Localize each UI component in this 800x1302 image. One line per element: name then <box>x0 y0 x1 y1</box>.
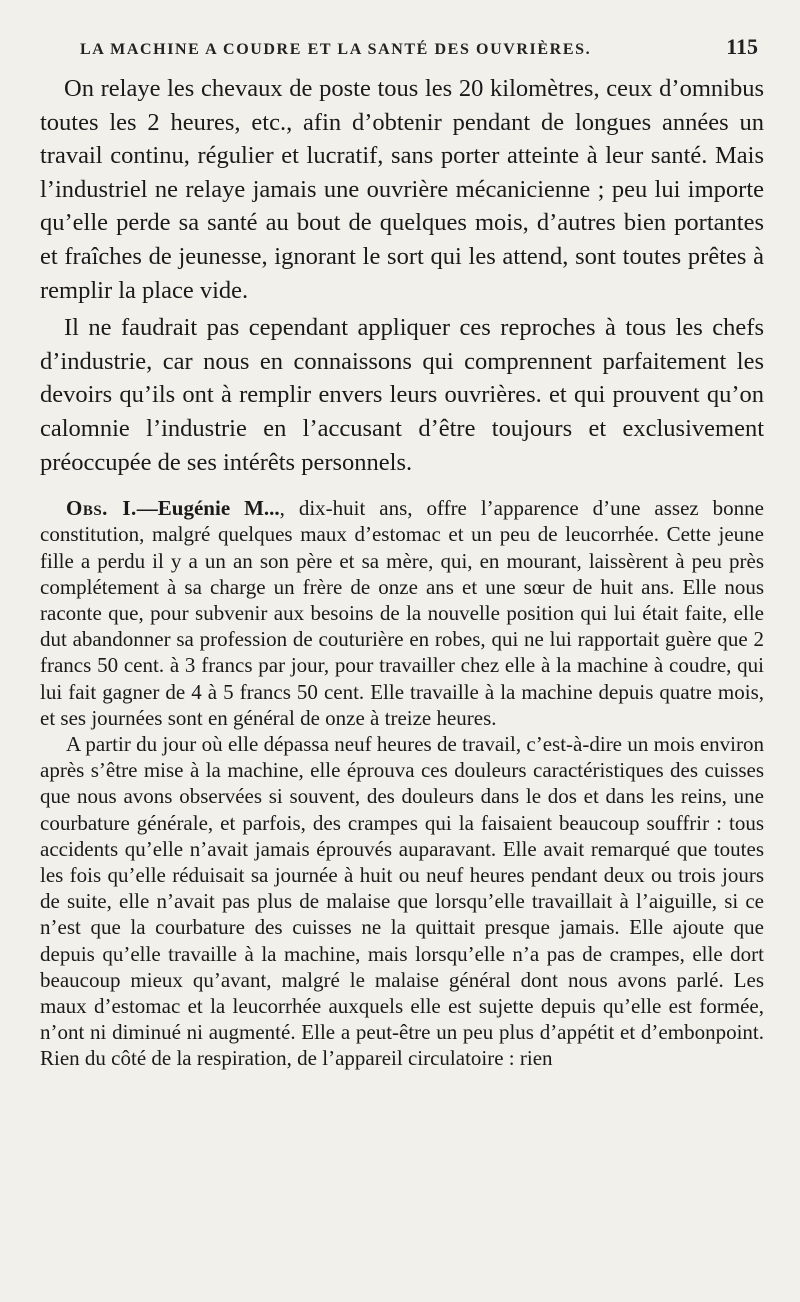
page-number: 115 <box>726 34 758 59</box>
running-title: LA MACHINE A COUDRE ET LA SANTÉ DES OUVRIÈRES. <box>80 41 592 58</box>
observation-subject: Eugénie M... <box>157 496 280 521</box>
observation-dash: — <box>136 496 158 521</box>
main-text <box>40 72 764 479</box>
observation-text: , dix-huit ans, offre l’apparence d’une assez bonne constitution, malgré quelques maux d’estomac et un peu de leucorrhée. Cette jeune fille a perdu il y a un an son père et sa mère, qui, en mourant, laissèrent à peu près complétement à sa charge un frère de onze ans et une sœur de huit ans. Elle nous raconte que, pour subvenir aux besoins de la nouvelle position qui lui était faite, elle dut abandonner sa profession de couturière en robes, qui ne lui rapportait guère que 2 francs 50 cent. à 3 francs par jour, pour travailler chez elle à la machine à coudre, qui lui fait gagner de 4 à 5 francs 50 cent. Elle travaille à la machine depuis quatre mois, et ses journées sont en général de onze à treize heures. <box>40 496 764 730</box>
observation-paragraph-1 <box>40 495 764 731</box>
paragraph-2: Il ne faudrait pas cependant appliquer ces reproches à tous les chefs d’industrie, car nous en connaissons qui comprennent parfaitement les devoirs qu’ils ont à remplir envers leurs ouvrières. et qui prouvent qu’on calomnie l’industrie en l’accusant d’être toujours et exclusivement préoccupée de ses intérêts personnels. <box>40 314 764 476</box>
observation-section <box>40 495 764 1071</box>
running-head <box>40 34 764 72</box>
observation-paragraph-2: A partir du jour où elle dépassa neuf heures de travail, c’est-à-dire un mois environ après s’être mise à la machine, elle éprouva ces douleurs caractéristiques des cuisses que nous avons observées si souvent, des douleurs dans le dos et dans les reins, une courbature générale, et parfois, des crampes qui la faisaient beaucoup souffrir : tous accidents qu’elle n’avait jamais éprouvés auparavant. Elle avait remarqué que toutes les fois qu’elle réduisait sa journée à huit ou neuf heures pendant deux ou trois jours de suite, elle n’avait pas plus de malaise que lorsqu’elle travaillait à l’aiguille, si ce n’est que la courbature des cuisses ne la quittait presque jamais. Elle ajoute que depuis qu’elle travaille à la machine, mais lorsqu’elle n’a pas de crampes, elle dort beaucoup mieux qu’avant, malgré le malaise général dont nous avons parlé. Les maux d’estomac et la leucorrhée auxquels elle est sujette depuis qu’elle est formée, n’ont ni diminué ni augmenté. Elle a peut-être un peu plus d’appétit et d’embonpoint. Rien du côté de la respiration, de l’appareil circulatoire : rien <box>40 731 764 1071</box>
observation-label: Obs. I. <box>66 496 137 521</box>
paragraph-1: On relaye les chevaux de poste tous les 20 kilomètres, ceux d’omnibus toutes les 2 heures, etc., afin d’obtenir pendant de longues années un travail continu, régulier et lucratif, sans porter atteinte à leur santé. Mais l’industriel ne relaye jamais une ouvrière mécanicienne ; peu lui importe qu’elle perde sa santé au bout de quelques mois, d’autres bien portantes et fraîches de jeunesse, ignorant le sort qui les attend, sont toutes prêtes à remplir la place vide. <box>40 75 764 304</box>
